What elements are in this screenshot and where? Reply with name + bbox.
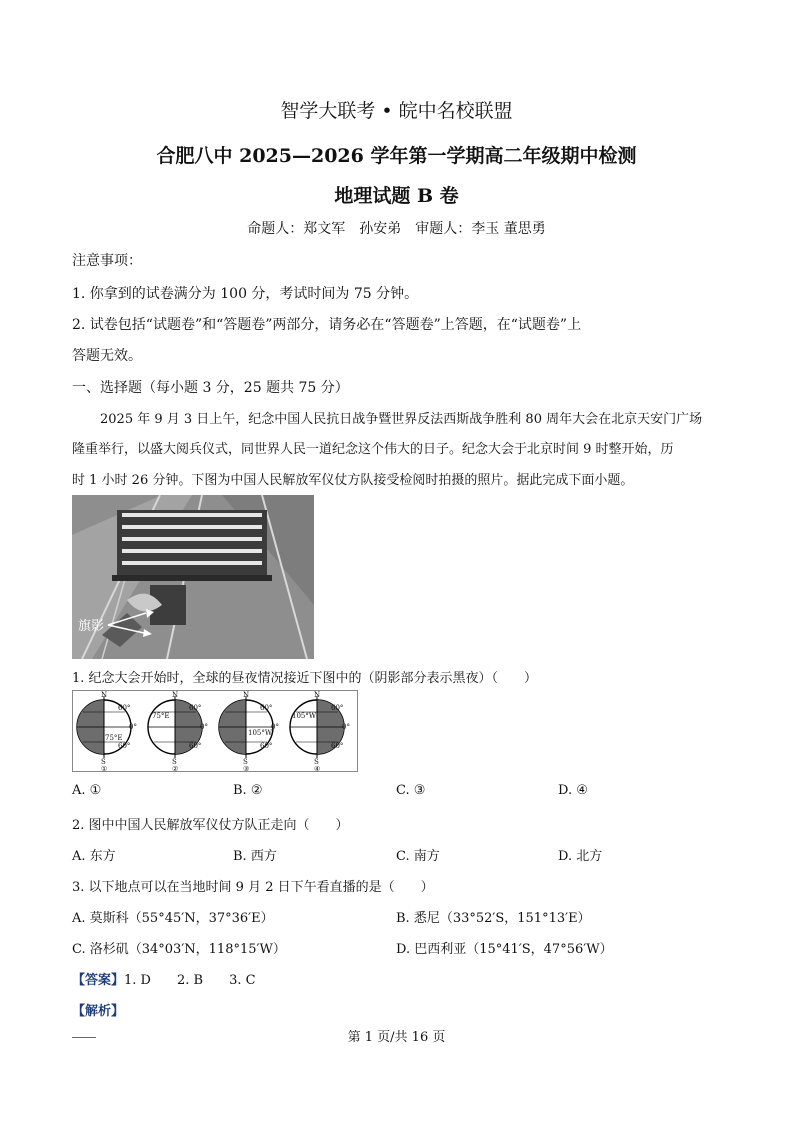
svg-text:60°: 60° bbox=[189, 704, 202, 712]
svg-text:S: S bbox=[172, 758, 177, 766]
q3-option-d: D. 巴西利亚（15°41′S，47°56′W） bbox=[396, 942, 613, 957]
svg-text:60°: 60° bbox=[260, 704, 273, 712]
svg-text:105°W: 105°W bbox=[292, 712, 317, 720]
paper-title: 地理试题 B 卷 bbox=[334, 185, 459, 207]
authors-line: 命题人：郑文军 孙安弟 审题人：李玉 董思勇 bbox=[247, 221, 546, 237]
q3-option-b: B. 悉尼（33°52′S，151°13′E） bbox=[396, 911, 591, 926]
question-3-stem: 3. 以下地点可以在当地时间 9 月 2 日下午看直播的是（ ） bbox=[72, 880, 434, 895]
svg-text:S: S bbox=[243, 758, 248, 766]
svg-text:60°: 60° bbox=[331, 742, 344, 750]
notice-item-1: 1. 你拿到的试卷满分为 100 分，考试时间为 75 分钟。 bbox=[72, 286, 419, 302]
q3-option-a: A. 莫斯科（55°45′N，37°36′E） bbox=[72, 911, 274, 926]
svg-text:S: S bbox=[314, 758, 319, 766]
svg-text:①: ① bbox=[101, 765, 108, 772]
q2-option-a: A. 东方 bbox=[72, 849, 116, 864]
parade-photo bbox=[72, 495, 314, 659]
notice-item-2: 2. 试卷包括“试题卷”和“答题卷”两部分，请务必在“答题卷”上答题，在“试题卷”上 bbox=[72, 317, 582, 333]
notice-item-2-cont: 答题无效。 bbox=[72, 348, 142, 364]
flag-shadow-label: 旗影 bbox=[78, 619, 105, 634]
svg-text:④: ④ bbox=[314, 765, 321, 772]
svg-text:60°: 60° bbox=[189, 742, 202, 750]
answer-values: 1. D 2. B 3. C bbox=[124, 973, 256, 988]
svg-text:N: N bbox=[172, 691, 179, 699]
svg-text:105°W: 105°W bbox=[248, 729, 273, 737]
q2-option-b: B. 西方 bbox=[233, 849, 277, 864]
question-2-stem: 2. 图中中国人民解放军仪仗方队正走向（ ） bbox=[72, 818, 349, 833]
svg-text:75°E: 75°E bbox=[152, 712, 170, 720]
svg-text:N: N bbox=[101, 691, 108, 699]
svg-text:60°: 60° bbox=[331, 704, 344, 712]
svg-text:0°: 0° bbox=[342, 723, 350, 731]
section-heading: 一、选择题（每小题 3 分，25 题共 75 分） bbox=[72, 380, 349, 396]
svg-text:0°: 0° bbox=[129, 723, 137, 731]
svg-text:N: N bbox=[314, 691, 321, 699]
svg-text:60°: 60° bbox=[260, 742, 273, 750]
exam-title: 合肥八中 2025—2026 学年第一学期高二年级期中检测 bbox=[156, 145, 637, 167]
analysis-label: 【解析】 bbox=[72, 1004, 125, 1019]
question-1-stem: 1. 纪念大会开始时，全球的昼夜情况接近下图中的（阴影部分表示黑夜）（ ） bbox=[72, 671, 538, 686]
svg-text:0°: 0° bbox=[200, 723, 208, 731]
q1-option-c: C. ③ bbox=[396, 783, 426, 798]
q1-option-a: A. ① bbox=[72, 783, 102, 798]
answer-line bbox=[72, 969, 256, 988]
page-footer: 第 1 页/共 16 页 bbox=[347, 1030, 446, 1045]
svg-text:0°: 0° bbox=[271, 723, 279, 731]
q1-option-d: D. ④ bbox=[558, 783, 588, 798]
q2-option-c: C. 南方 bbox=[396, 849, 440, 864]
arrow-icon bbox=[106, 607, 156, 637]
q3-option-c: C. 洛杉矶（34°03′N，118°15′W） bbox=[72, 942, 286, 957]
svg-text:N: N bbox=[243, 691, 250, 699]
passage-line-2: 隆重举行，以盛大阅兵仪式，同世界人民一道纪念这个伟大的日子。纪念大会于北京时间 9 时整开始，历 bbox=[72, 442, 674, 457]
svg-text:S: S bbox=[101, 758, 106, 766]
svg-text:②: ② bbox=[172, 765, 179, 772]
passage-line-3: 时 1 小时 26 分钟。下图为中国人民解放军仪仗方队接受检阅时拍摄的照片。据此完成下面小题。 bbox=[72, 473, 634, 488]
notice-heading: 注意事项： bbox=[72, 253, 142, 269]
q2-option-d: D. 北方 bbox=[558, 849, 603, 864]
svg-text:60°: 60° bbox=[118, 742, 131, 750]
svg-text:75°E: 75°E bbox=[105, 734, 123, 742]
passage-line-1: 2025 年 9 月 3 日上午，纪念中国人民抗日战争暨世界反法西斯战争胜利 80 周年大会在北京天安门广场 bbox=[100, 412, 703, 427]
answer-label: 【答案】 bbox=[72, 973, 125, 988]
day-night-globes bbox=[72, 690, 358, 772]
svg-text:60°: 60° bbox=[118, 704, 131, 712]
svg-text:③: ③ bbox=[243, 765, 250, 772]
exam-alliance-title: 智学大联考 • 皖中名校联盟 bbox=[280, 100, 513, 122]
q1-option-b: B. ② bbox=[233, 783, 263, 798]
